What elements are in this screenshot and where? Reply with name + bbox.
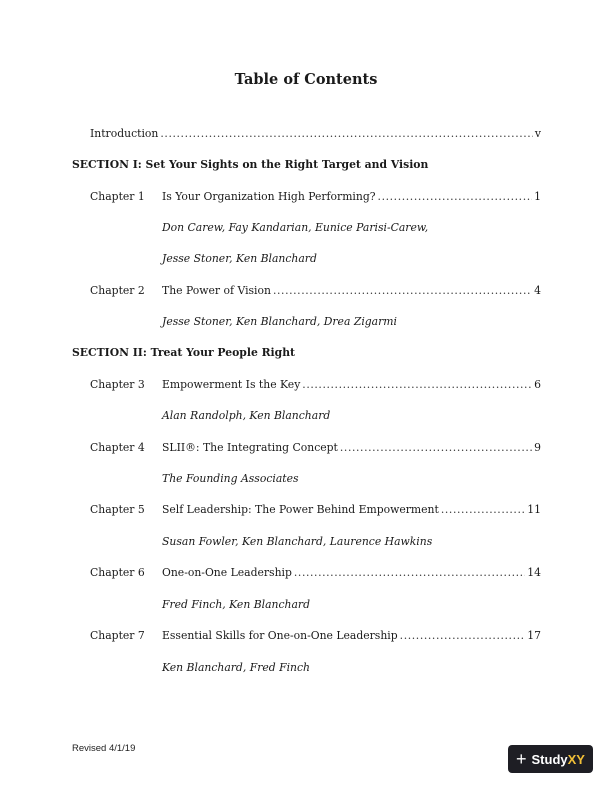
dot-leader	[160, 127, 533, 141]
dot-leader	[294, 566, 525, 580]
chapter-authors: Fred Finch, Ken Blanchard	[162, 598, 310, 611]
chapter-label: Chapter 1	[90, 190, 145, 203]
page-number: 14	[527, 566, 541, 579]
toc-entry-chapter-5[interactable]	[90, 503, 541, 517]
dot-leader	[400, 629, 526, 643]
toc-entry-chapter-3[interactable]	[90, 378, 541, 392]
toc-entry-label: Introduction	[90, 127, 159, 140]
chapter-authors: Don Carew, Fay Kandarian, Eunice Parisi-Carew,	[162, 221, 429, 234]
chapter-authors: Jesse Stoner, Ken Blanchard, Drea Zigarmi	[162, 315, 397, 328]
page-number: 1	[534, 190, 541, 203]
chapter-authors: Jesse Stoner, Ken Blanchard	[162, 252, 317, 265]
badge-text-xy: XY	[567, 751, 585, 767]
chapter-title: SLII®: The Integrating Concept	[162, 441, 338, 454]
chapter-title: The Power of Vision	[162, 284, 271, 297]
dot-leader	[340, 441, 532, 455]
page-number: 17	[527, 629, 541, 642]
chapter-authors: The Founding Associates	[162, 472, 299, 485]
dot-leader	[302, 378, 532, 392]
chapter-title: Self Leadership: The Power Behind Empowerment	[162, 503, 439, 516]
toc-entry-chapter-1[interactable]	[90, 190, 541, 204]
chapter-authors: Alan Randolph, Ken Blanchard	[162, 409, 331, 422]
page-number: 9	[534, 441, 541, 454]
toc-entry-introduction[interactable]	[90, 127, 541, 141]
section-heading: SECTION II: Treat Your People Right	[72, 346, 296, 359]
chapter-label: Chapter 4	[90, 441, 145, 454]
section-heading: SECTION I: Set Your Sights on the Right Target and Vision	[72, 158, 429, 171]
toc-entry-chapter-2[interactable]	[90, 284, 541, 298]
chapter-authors: Ken Blanchard, Fred Finch	[162, 661, 310, 674]
plus-icon: +	[516, 749, 527, 769]
toc-entry-chapter-7[interactable]	[90, 629, 541, 643]
page-number: v	[534, 127, 541, 140]
page-number: 11	[527, 503, 541, 516]
chapter-title: Is Your Organization High Performing?	[162, 190, 376, 203]
toc-entry-chapter-6[interactable]	[90, 566, 541, 580]
chapter-title: Essential Skills for One-on-One Leadership	[162, 629, 398, 642]
chapter-label: Chapter 2	[90, 284, 145, 297]
page-number: 4	[534, 284, 541, 297]
chapter-title: Empowerment Is the Key	[162, 378, 301, 391]
dot-leader	[273, 284, 532, 298]
chapter-title: One-on-One Leadership	[162, 566, 292, 579]
page-title: Table of Contents	[234, 71, 378, 88]
studyxy-badge[interactable]	[508, 745, 593, 773]
page-number: 6	[534, 378, 541, 391]
chapter-authors: Susan Fowler, Ken Blanchard, Laurence Hawkins	[162, 535, 433, 548]
chapter-label: Chapter 5	[90, 503, 145, 516]
revised-date: Revised 4/1/19	[72, 743, 136, 754]
chapter-label: Chapter 7	[90, 629, 145, 642]
chapter-label: Chapter 6	[90, 566, 145, 579]
badge-text-study: Study	[531, 751, 568, 767]
chapter-label: Chapter 3	[90, 378, 145, 391]
toc-entry-chapter-4[interactable]	[90, 441, 541, 455]
dot-leader	[378, 190, 533, 204]
dot-leader	[441, 503, 525, 517]
